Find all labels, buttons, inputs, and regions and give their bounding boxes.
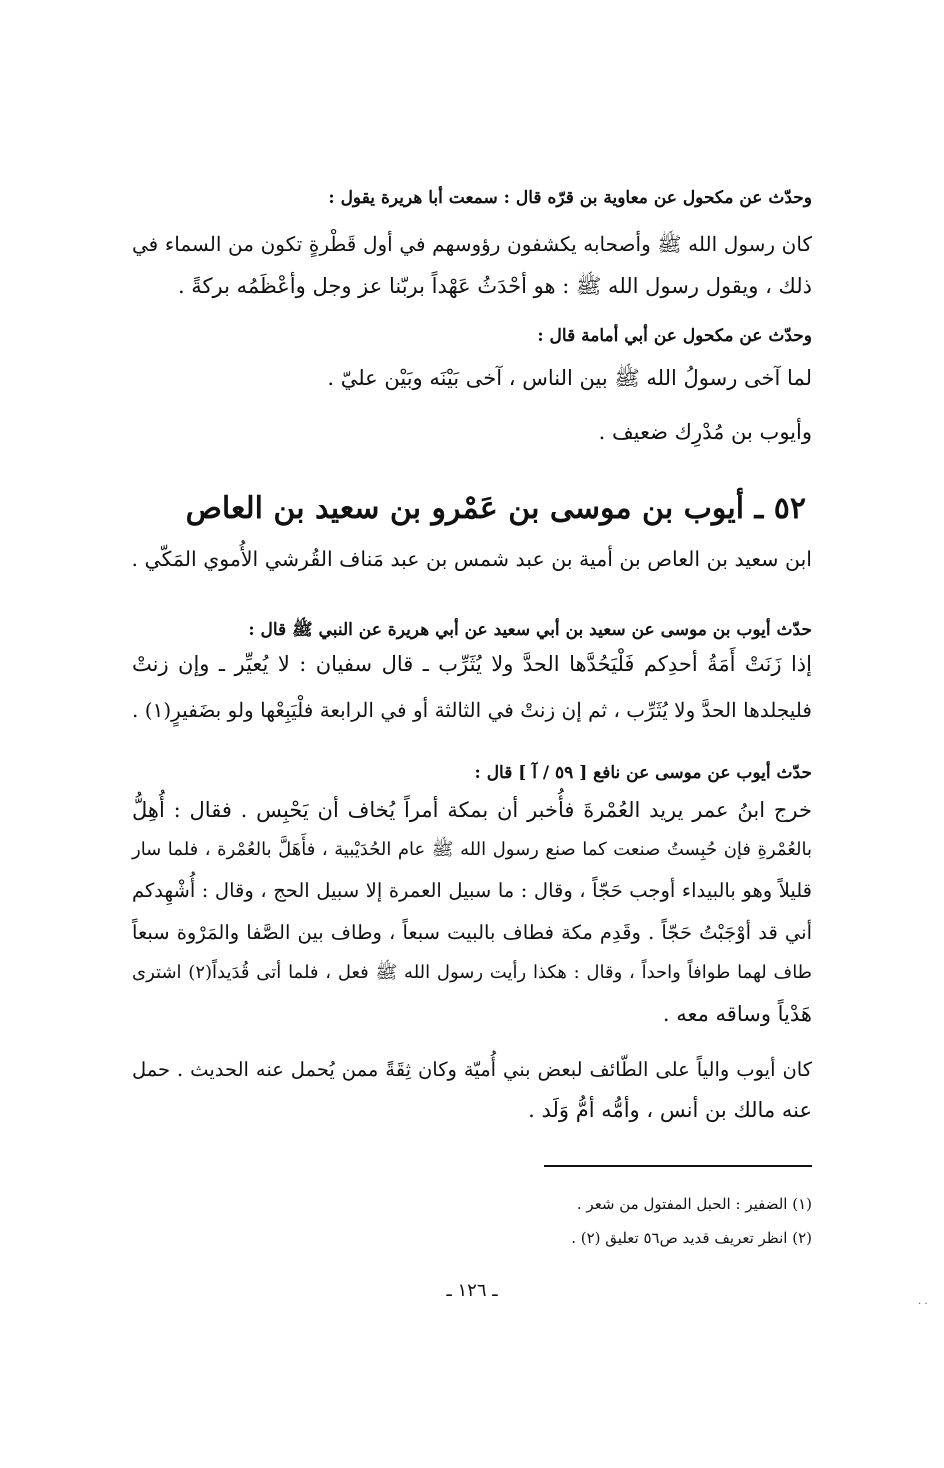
isnad-line: حدّث أيوب بن موسى عن سعيد بن أبي سعيد عن أبي هريرة عن النبي ﷺ قال : [248, 620, 812, 640]
text-line: كان رسول الله ﷺ وأصحابه يكشفون رؤوسهم في أول قَطْرةٍ تكون من السماء في [132, 232, 812, 256]
text-line: خرج ابنُ عمر يريد العُمْرةَ فأُخبر أن بمكة أمراً يُخاف أن يَحْبِس . فقال : أُهِلُّ [132, 798, 812, 822]
isnad-line: حدّث أيوب عن موسى عن نافع [ ٥٩ / آ ] قال : [474, 763, 812, 783]
text-line: طاف لهما طوافاً واحداً ، وقال : هكذا رأيت رسول الله ﷺ فعل ، فلما أتى قُدَيداً(٢) اشترى [132, 962, 813, 983]
isnad-line: وحدّث عن مكحول عن أبي أمامة قال : [537, 326, 812, 346]
biography-line: عنه مالك بن أنس ، وأمُّه أمُّ وَلَد . [528, 1098, 812, 1122]
entry-lineage: ابن سعيد بن العاص بن أمية بن عبد شمس بن عبد مَناف القُرشي الأُموي المَكّي . [131, 547, 812, 571]
text-line: هَدْياً وساقه معه . [662, 1002, 812, 1026]
text-line: ذلك ، ويقول رسول الله ﷺ : هو أحْدَثُ عَهْداً بربّنا عز وجل وأعْظَمُه بركةً . [177, 274, 812, 298]
page-number: ـ ١٢٦ ـ [446, 1280, 498, 1301]
text-line: لما آخى رسولُ الله ﷺ بين الناس ، آخى بَيْنَه وبَيْن عليّ . [327, 366, 812, 390]
biography-line: كان أيوب والياً على الطّائف لبعض بني أُميّة وكان ثِقَةً ممن يُحمل عنه الحديث . حمل [132, 1058, 812, 1081]
entry-heading: ٥٢ ـ أيوب بن موسى بن عَمْرو بن سعيد بن العاص [185, 491, 806, 526]
text-line: إذا زَنَتْ أَمَةُ أحدِكم فَلْيَحُدَّها الحدَّ ولا يُثَرِّب ـ قال سفيان : لا يُعيِّر ـ وإن زنتْ [132, 652, 812, 676]
margin-mark: . . [918, 1296, 928, 1307]
isnad-line: وحدّث عن مكحول عن معاوية بن قرّه قال : سمعت أبا هريرة يقول : [328, 188, 812, 208]
footnote: (٢) انظر تعريف قديد ص٥٦ تعليق (٢) . [571, 1229, 812, 1247]
text-line: أني قد أوْجَبْتُ حَجّاً . وقَدِم مكة فطاف بالبيت سبعاً ، وطاف بين الصَّفا والمَرْوة سبعاً [132, 921, 812, 944]
footnote: (١) الضفير : الحبل المفتول من شعر . [576, 1195, 812, 1213]
text-line: فليجلدها الحدَّ ولا يُثَرِّب ، ثم إن زنتْ في الثالثة أو في الرابعة فلْيَبِعْها ولو بضَفيرٍ(١) . [132, 698, 812, 722]
footnote-separator [544, 1165, 812, 1167]
text-line: بالعُمْرةِ فإن حُبِستُ صنعت كما صنع رسول الله ﷺ عام الحُدَيْبية ، فأَهَلَّ بالعُمْرة ، فلما سار [132, 839, 812, 860]
text-line: قليلاً وهو بالبيداء أوجب حَجّاً ، وقال : ما سبيل العمرة إلا سبيل الحج ، وقال : أُشْهِدكم [132, 879, 812, 902]
narrator-note: وأيوب بن مُدْرِك ضعيف . [598, 420, 812, 444]
